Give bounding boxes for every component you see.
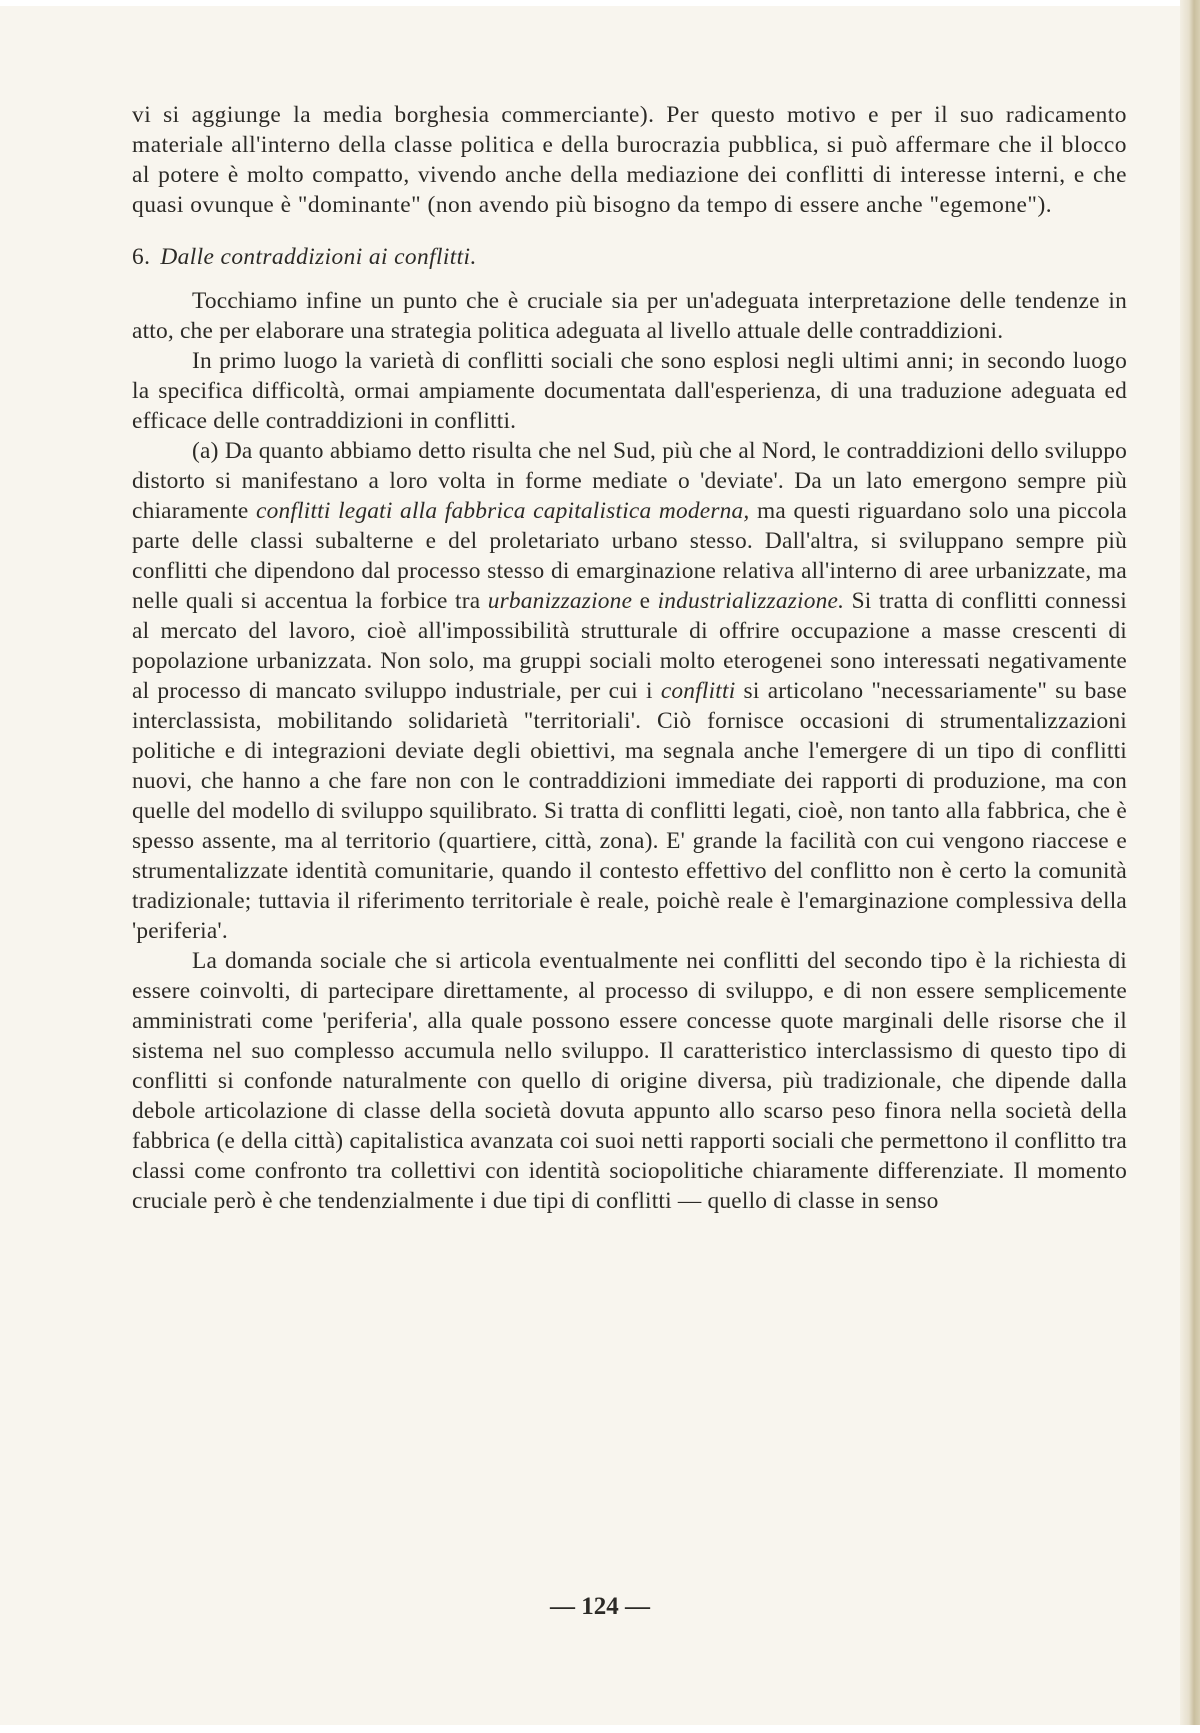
emphasis-urbanizzazione: urbanizzazione: [487, 588, 633, 614]
section-number: 6.: [132, 244, 151, 270]
paragraph-4: La domanda sociale che si articola eventualmente nei conflitti del secondo tipo è la richiesta di essere coinvolti, di partecipare direttamente, al processo di sviluppo, e di non essere semplicemente amministrati come 'periferia', alla quale possono essere concesse quote marginali delle risorse che il sistema nel suo complesso accumula nello sviluppo. Il caratteristico interclassismo di questo tipo di conflitti si confonde naturalmente con quello di origine diversa, più tradizionale, che dipende dalla debole articolazione di classe della società dovuta appunto allo scarso peso finora nella società della fabbrica (e della città) capitalistica avanzata coi suoi netti rapporti sociali che permettono il conflitto tra classi come confronto tra collettivi con identità sociopolitiche chiaramente differenziate. Il momento cruciale però è che tendenzialmente i due tipi di conflitti — quello di classe in senso: [132, 948, 1127, 1214]
paragraph-3-part-e: si articolano "necessariamente" su base interclassista, mobilitando solidarietà "territoriali'. Ciò fornisce occasioni di strumentalizzazioni politiche e di integrazioni deviate degli obiettivi, ma segnala anche l'emergere di un tipo di conflitti nuovi, che hanno a che fare non con le contraddizioni immediate dei rapporti di produzione, ma con quelle del modello di sviluppo squilibrato. Si tratta di conflitti legati, cioè, non tanto alla fabbrica, che è spesso assente, ma al territorio (quartiere, città, zona). E' grande la facilità con cui vengono riaccese e strumentalizzate identità comunitarie, quando il contesto effettivo del conflitto non è certo la comunità tradizionale; tuttavia il riferimento territoriale è reale, poichè reale è l'emarginazione complessiva della 'periferia'.: [132, 678, 1127, 944]
paragraph-2: In primo luogo la varietà di conflitti sociali che sono esplosi negli ultimi anni; in secondo luogo la specifica difficoltà, ormai ampiamente documentata dall'esperienza, di una traduzione adeguata ed efficace delle contraddizioni in conflitti.: [132, 348, 1127, 434]
emphasis-conflitti-legati: conflitti legati alla fabbrica capitalistica moderna,: [256, 498, 750, 524]
paragraph-3-part-c: e: [632, 588, 658, 614]
scan-edge-bottom: [0, 1725, 1200, 1733]
emphasis-industrializzazione: industrializzazione.: [657, 588, 845, 614]
paragraph-3-part-a: (a) Da quanto abbiamo detto risulta che nel Sud, più che al Nord, le contraddizioni dello sviluppo distorto si manifestano a loro volta in forme mediate o 'deviate'. Da un lato emergono sempre più chiaramente: [132, 438, 1127, 524]
scan-edge-right: [1180, 0, 1200, 1733]
emphasis-conflitti: conflitti: [660, 678, 736, 704]
paragraph-intro: vi si aggiunge la media borghesia commerciante). Per questo motivo e per il suo radicamento materiale all'interno della classe politica e della burocrazia pubblica, si può affermare che il blocco al potere è molto compatto, vivendo anche della mediazione dei conflitti di interesse interni, e che quasi ovunque è "dominante" (non avendo più bisogno da tempo di essere anche "egemone").: [132, 102, 1127, 218]
paragraph-3: [132, 436, 1127, 946]
body-text: [132, 100, 1127, 1216]
paragraph-1: Tocchiamo infine un punto che è cruciale sia per un'adeguata interpretazione delle tendenze in atto, che per elaborare una strategia politica adeguata al livello attuale delle contraddizioni.: [132, 288, 1127, 344]
paragraph-3-part-b: ma questi riguardano solo una piccola parte delle classi subalterne e del proletariato urbano stesso. Dall'altra, si sviluppano sempre più conflitti che dipendono dal processo stesso di emarginazione relativa all'interno di aree urbanizzate, ma nelle quali si accentua la forbice tra: [132, 498, 1128, 614]
page-number: — 124 —: [550, 1593, 650, 1620]
section-heading: [132, 242, 1127, 272]
paragraph-3-part-d: Si tratta di conflitti connessi al mercato del lavoro, cioè all'impossibilità strutturale di offrire occupazione a masse crescenti di popolazione urbanizzata. Non solo, ma gruppi sociali molto eterogenei sono interessati negativamente al processo di mancato sviluppo industriale, per cui i: [132, 588, 1127, 704]
section-title: Dalle contraddizioni ai conflitti.: [160, 244, 477, 270]
scan-edge-top: [0, 0, 1200, 6]
